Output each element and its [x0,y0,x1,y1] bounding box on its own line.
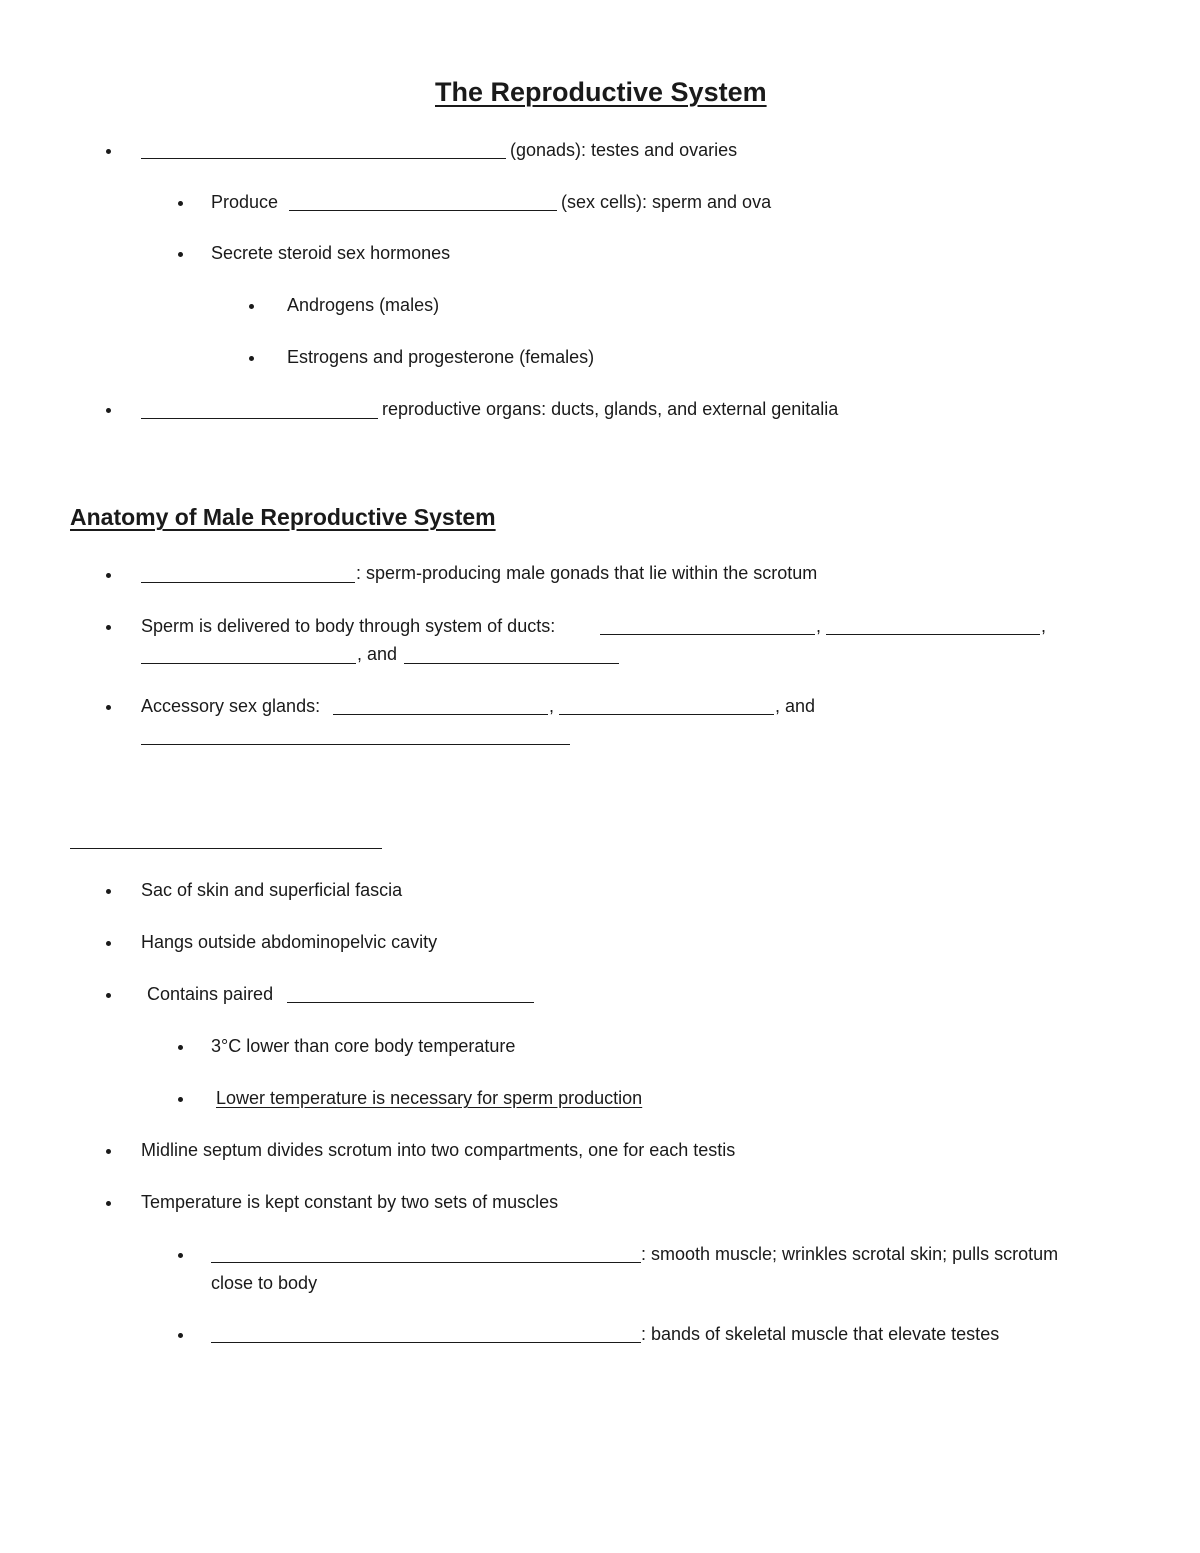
fill-in-blank[interactable] [289,210,557,211]
bullet [106,1149,111,1154]
bullet [178,1253,183,1258]
bullet [106,573,111,578]
bullet [106,408,111,413]
separator-and: , and [357,644,398,664]
section-heading-blank[interactable] [70,848,382,849]
bullet [249,304,254,309]
separator-comma: , [549,696,555,716]
bullet [106,1201,111,1206]
separator-comma: , [816,616,822,636]
fill-in-blank[interactable] [559,714,774,715]
fill-in-blank[interactable] [141,582,355,583]
bullet [106,941,111,946]
fill-in-blank[interactable] [826,634,1040,635]
bullet [106,889,111,894]
list-item-text: Lower temperature is necessary for sperm production [216,1088,643,1108]
list-item-text: Contains paired [147,984,274,1004]
list-item-text: : bands of skeletal muscle that elevate testes [641,1324,1000,1344]
bullet [106,705,111,710]
list-item-text: Estrogens and progesterone (females) [287,347,595,367]
fill-in-blank[interactable] [287,1002,534,1003]
bullet [106,625,111,630]
list-item-text: Accessory sex glands: [141,696,321,716]
bullet [178,201,183,206]
list-item-text: reproductive organs: ducts, glands, and external genitalia [382,399,839,419]
list-item-text: Secrete steroid sex hormones [211,243,451,263]
fill-in-blank[interactable] [333,714,548,715]
fill-in-blank[interactable] [141,663,356,664]
list-item-text: : smooth muscle; wrinkles scrotal skin; pulls scrotum [641,1244,1059,1264]
fill-in-blank[interactable] [404,663,619,664]
list-item-text: Hangs outside abdominopelvic cavity [141,932,438,952]
list-item-text: Sperm is delivered to body through system of ducts: [141,616,556,636]
list-item-text: Androgens (males) [287,295,440,315]
separator-comma: , [1041,616,1047,636]
fill-in-blank[interactable] [141,418,378,419]
list-item-text: Temperature is kept constant by two sets of muscles [141,1192,559,1212]
fill-in-blank[interactable] [600,634,815,635]
list-item-text: Sac of skin and superficial fascia [141,880,403,900]
bullet [178,252,183,257]
bullet [249,356,254,361]
fill-in-blank[interactable] [211,1262,641,1263]
section-heading: Anatomy of Male Reproductive System [70,504,496,530]
list-item-text: (gonads): testes and ovaries [510,140,738,160]
fill-in-blank[interactable] [211,1342,641,1343]
list-item-text: 3°C lower than core body temperature [211,1036,516,1056]
bullet [178,1097,183,1102]
list-item-text: : sperm-producing male gonads that lie within the scrotum [356,563,818,583]
document-title: The Reproductive System [435,77,767,107]
fill-in-blank[interactable] [141,158,506,159]
list-item-text: Midline septum divides scrotum into two compartments, one for each testis [141,1140,736,1160]
bullet [106,993,111,998]
bullet [178,1045,183,1050]
list-item-text: (sex cells): sperm and ova [561,192,772,212]
bullet [106,149,111,154]
separator-and: , and [775,696,816,716]
list-item-text: Produce [211,192,279,212]
fill-in-blank[interactable] [141,744,570,745]
bullet [178,1333,183,1338]
list-item-text: close to body [211,1273,318,1293]
